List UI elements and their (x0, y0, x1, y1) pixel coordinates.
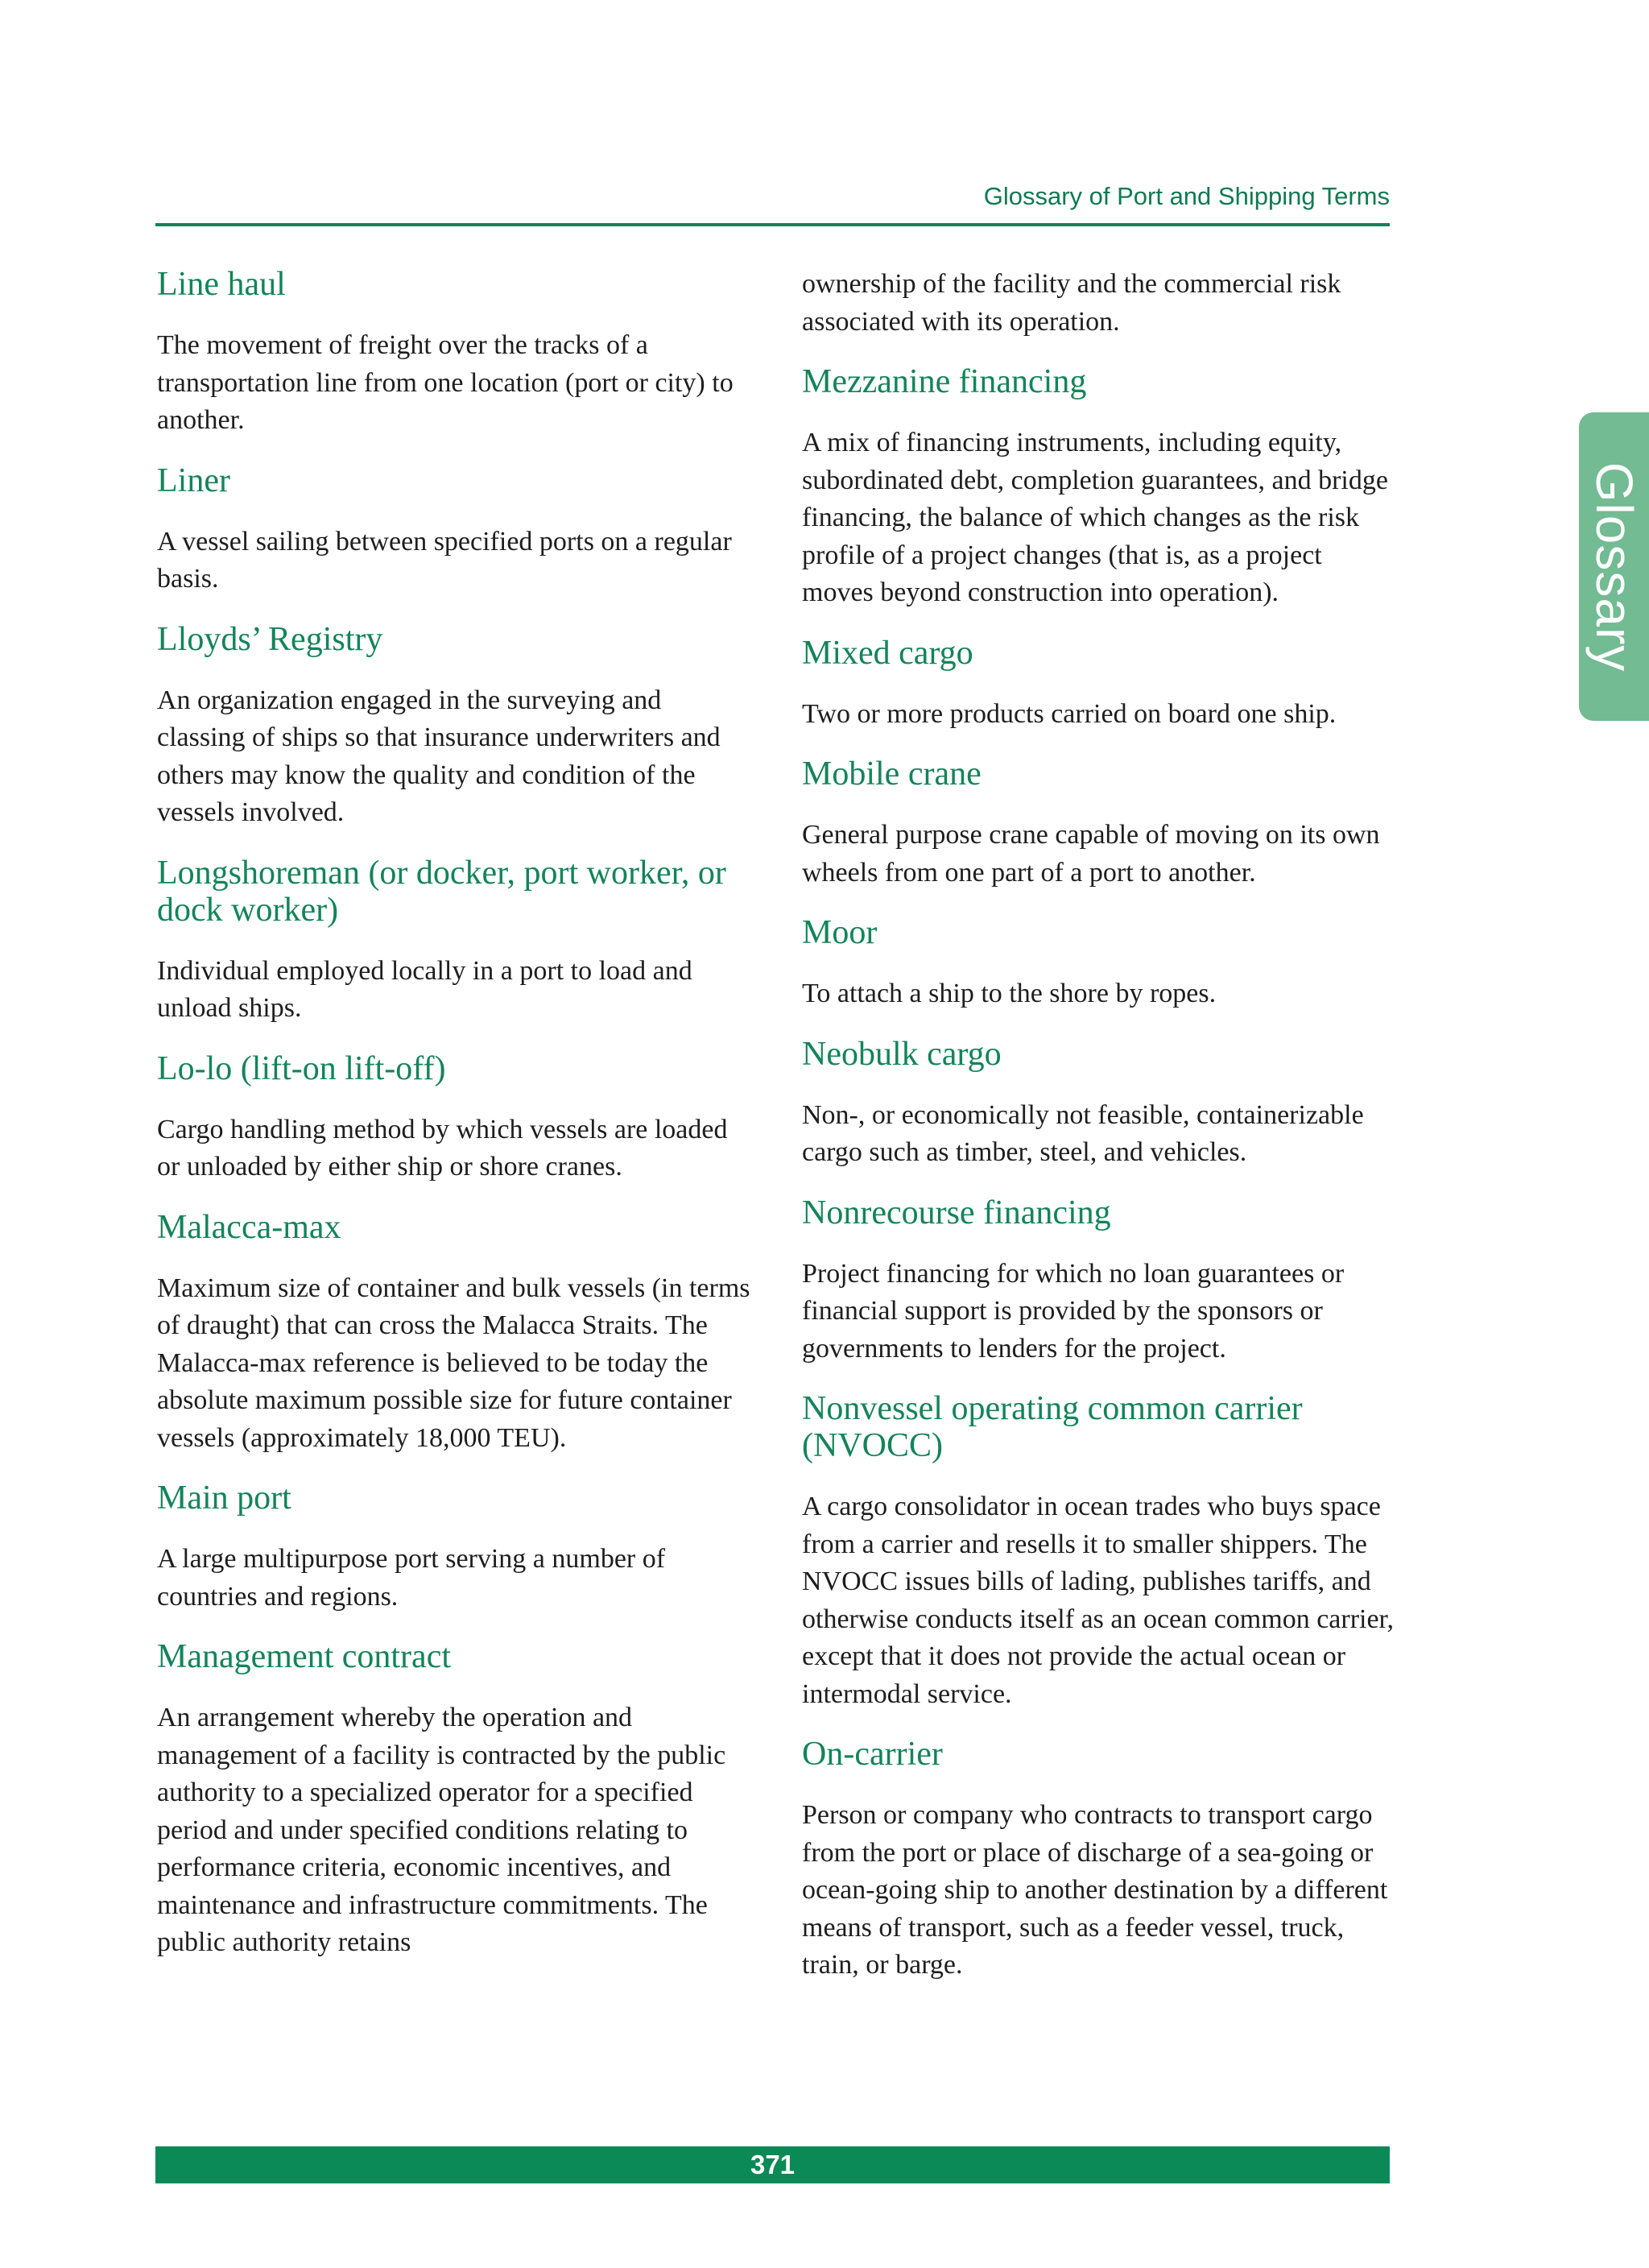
glossary-entry (802, 363, 1399, 612)
glossary-entry (157, 1480, 754, 1616)
term-title: Malacca-max (157, 1208, 341, 1246)
side-tab-label: Glossary (1585, 461, 1643, 672)
glossary-entry (802, 1036, 1399, 1172)
header-rule (155, 223, 1390, 226)
term-definition: An arrangement whereby the operation and management of a facility is contracted by the public authority to a specialized operator for a specified period and under specified conditions relating to performance criteria, economic incentives, and maintenance and infrastructure commitments. The public authority retains (157, 1703, 726, 1957)
term-title: Nonrecourse financing (802, 1194, 1111, 1231)
term-title: Mobile crane (802, 755, 982, 793)
term-definition: Person or company who contracts to transport cargo from the port or place of discharge of a sea-going or ocean-going ship to another destination by a different means of transport, such as a feeder vessel, truck, train, or barge. (802, 1800, 1388, 1980)
term-title: Main port (157, 1480, 291, 1517)
running-header: Glossary of Port and Shipping Terms (983, 182, 1390, 210)
term-title: Longshoreman (or docker, port worker, or dock worker) (157, 854, 726, 929)
term-title: On-carrier (802, 1736, 943, 1773)
glossary-entry (157, 1209, 754, 1458)
glossary-entry (802, 1194, 1399, 1368)
term-definition: The movement of freight over the tracks of a transportation line from one location (port or city) to another. (157, 330, 734, 435)
glossary-entry (802, 1736, 1399, 1984)
term-title: Line haul (157, 266, 286, 303)
term-definition: Maximum size of container and bulk vessels (in terms of draught) that can cross the Malacca Straits. The Malacca-max reference is believed to be today the absolute maximum possible size for future container vessels (approximately 18,000 TEU). (157, 1273, 750, 1453)
glossary-entry (157, 462, 754, 598)
glossary-entry (157, 1638, 754, 1962)
glossary-entry (802, 635, 1399, 734)
term-title: Nonvessel operating common carrier (NVOCC) (802, 1390, 1303, 1464)
term-title: Neobulk cargo (802, 1035, 1002, 1073)
term-definition: Non-, or economically not feasible, containerizable cargo such as timber, steel, and vehicles. (802, 1099, 1364, 1167)
term-title: Lo-lo (lift-on lift-off) (157, 1049, 446, 1087)
term-title: Moor (802, 914, 878, 951)
term-definition: An organization engaged in the surveying and classing of ships so that insurance underwriters and others may know the quality and condition of the vessels involved. (157, 685, 721, 827)
left-column (157, 266, 754, 1984)
term-title: Management contract (157, 1638, 451, 1675)
term-definition: To attach a ship to the shore by ropes. (802, 979, 1217, 1008)
term-definition: A cargo consolidator in ocean trades who buys space from a carrier and resells it to smaller shippers. The NVOCC issues bills of lading, publishes tariffs, and otherwise conducts itself as an ocean common carrier, except that it does not provide the actual ocean or intermodal service. (802, 1492, 1395, 1709)
term-definition: A vessel sailing between specified ports on a regular basis. (157, 526, 732, 594)
glossary-entry (157, 855, 754, 1028)
term-definition: Project financing for which no loan guarantees or financial support is provided by the sponsors or governments to lenders for the project. (802, 1258, 1345, 1364)
continued-definition: ownership of the facility and the commercial risk associated with its operation. (802, 269, 1341, 337)
glossary-entry (802, 1390, 1399, 1713)
glossary-side-tab (1579, 412, 1649, 721)
term-definition: Individual employed locally in a port to load and unload ships. (157, 955, 692, 1023)
term-title: Liner (157, 461, 230, 499)
footer-bar (155, 2146, 1390, 2183)
right-column (802, 266, 1399, 2007)
glossary-entry (157, 621, 754, 832)
term-title: Lloyds’ Registry (157, 620, 383, 658)
term-definition: A mix of financing instruments, including equity, subordinated debt, completion guarantees, and bridge financing, the balance of which changes as the risk profile of a project changes (that is, as a project moves beyond construction into operation). (802, 428, 1388, 607)
term-title: Mezzanine financing (802, 363, 1087, 400)
term-definition: Cargo handling method by which vessels are loaded or unloaded by either ship or shore cranes. (157, 1114, 728, 1182)
term-title: Mixed cargo (802, 634, 973, 672)
glossary-entry (157, 266, 754, 440)
term-definition: General purpose crane capable of moving on its own wheels from one part of a port to another. (802, 820, 1380, 888)
glossary-entry (802, 914, 1399, 1013)
page-number: 371 (750, 2150, 796, 2179)
term-definition: Two or more products carried on board one ship. (802, 698, 1337, 729)
term-definition: A large multipurpose port serving a number of countries and regions. (157, 1544, 666, 1612)
glossary-entry (802, 755, 1399, 892)
glossary-entry (157, 1050, 754, 1186)
